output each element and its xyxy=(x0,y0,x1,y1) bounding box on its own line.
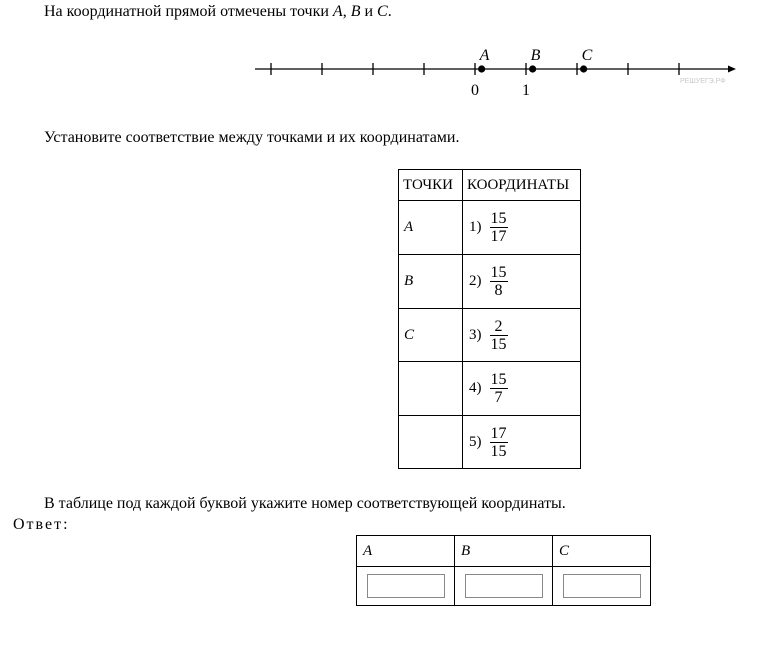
point-dot xyxy=(478,65,485,72)
coordinate-cell xyxy=(463,201,581,255)
option-number: 4) xyxy=(469,380,482,396)
fraction-denominator: 8 xyxy=(494,282,503,299)
fraction-numerator: 17 xyxy=(490,424,507,442)
fraction-numerator: 15 xyxy=(490,264,507,281)
coordinate-cell xyxy=(463,362,581,416)
point-dot xyxy=(529,65,536,72)
header-points: ТОЧКИ xyxy=(399,170,463,201)
point-cell: C xyxy=(399,309,463,362)
point-label: B xyxy=(530,47,541,64)
matching-table xyxy=(398,169,581,469)
option-number: 1) xyxy=(469,219,482,235)
point-label: C xyxy=(581,47,593,64)
table-row xyxy=(399,255,581,309)
table-row xyxy=(399,416,581,469)
intro-text: На координатной прямой отмечены точки A, B и C. xyxy=(44,3,392,20)
fraction-denominator: 17 xyxy=(490,228,507,245)
fraction-denominator: 7 xyxy=(494,389,503,406)
answer-header-c: C xyxy=(553,536,651,567)
option-number: 5) xyxy=(469,433,482,450)
answer-header-b: B xyxy=(455,536,553,567)
point-cell: A xyxy=(399,201,463,255)
note-text: В таблице под каждой буквой укажите номер соответствующей координаты. xyxy=(44,495,566,512)
answer-table xyxy=(356,535,651,606)
header-coordinates: КООРДИНАТЫ xyxy=(463,170,581,201)
point-cell xyxy=(399,362,463,416)
answer-input-c[interactable] xyxy=(563,574,641,598)
tick-label: 0 xyxy=(471,82,479,99)
coordinate-cell xyxy=(463,309,581,362)
table-row xyxy=(399,201,581,255)
answer-input-a[interactable] xyxy=(367,574,445,598)
fraction-numerator: 15 xyxy=(490,371,507,388)
fraction xyxy=(490,371,508,406)
instruction-text: Установите соответствие между точками и их координатами. xyxy=(44,129,460,146)
point-label: A xyxy=(479,47,490,64)
point-dot xyxy=(580,65,587,72)
tick-label: 1 xyxy=(522,82,530,99)
fraction xyxy=(490,425,508,460)
option-number: 2) xyxy=(469,273,482,289)
fraction xyxy=(490,318,508,353)
point-cell xyxy=(399,416,463,469)
fraction xyxy=(490,264,508,299)
table-row xyxy=(399,362,581,416)
table-row xyxy=(399,309,581,362)
number-line xyxy=(250,40,740,102)
coordinate-cell xyxy=(463,416,581,469)
watermark: РЕШУЕГЭ.РФ xyxy=(680,78,726,85)
point-cell: B xyxy=(399,255,463,309)
answer-header-a: A xyxy=(357,536,455,567)
answer-label: Ответ: xyxy=(13,516,70,533)
coordinate-cell xyxy=(463,255,581,309)
fraction xyxy=(490,210,508,245)
fraction-numerator: 2 xyxy=(494,317,503,335)
answer-input-b[interactable] xyxy=(465,574,543,598)
fraction-denominator: 15 xyxy=(490,335,507,353)
fraction-denominator: 15 xyxy=(490,442,507,460)
table-header-row xyxy=(399,170,581,201)
fraction-numerator: 15 xyxy=(490,210,507,227)
option-number: 3) xyxy=(469,326,482,343)
axis-arrow-icon xyxy=(728,66,736,73)
